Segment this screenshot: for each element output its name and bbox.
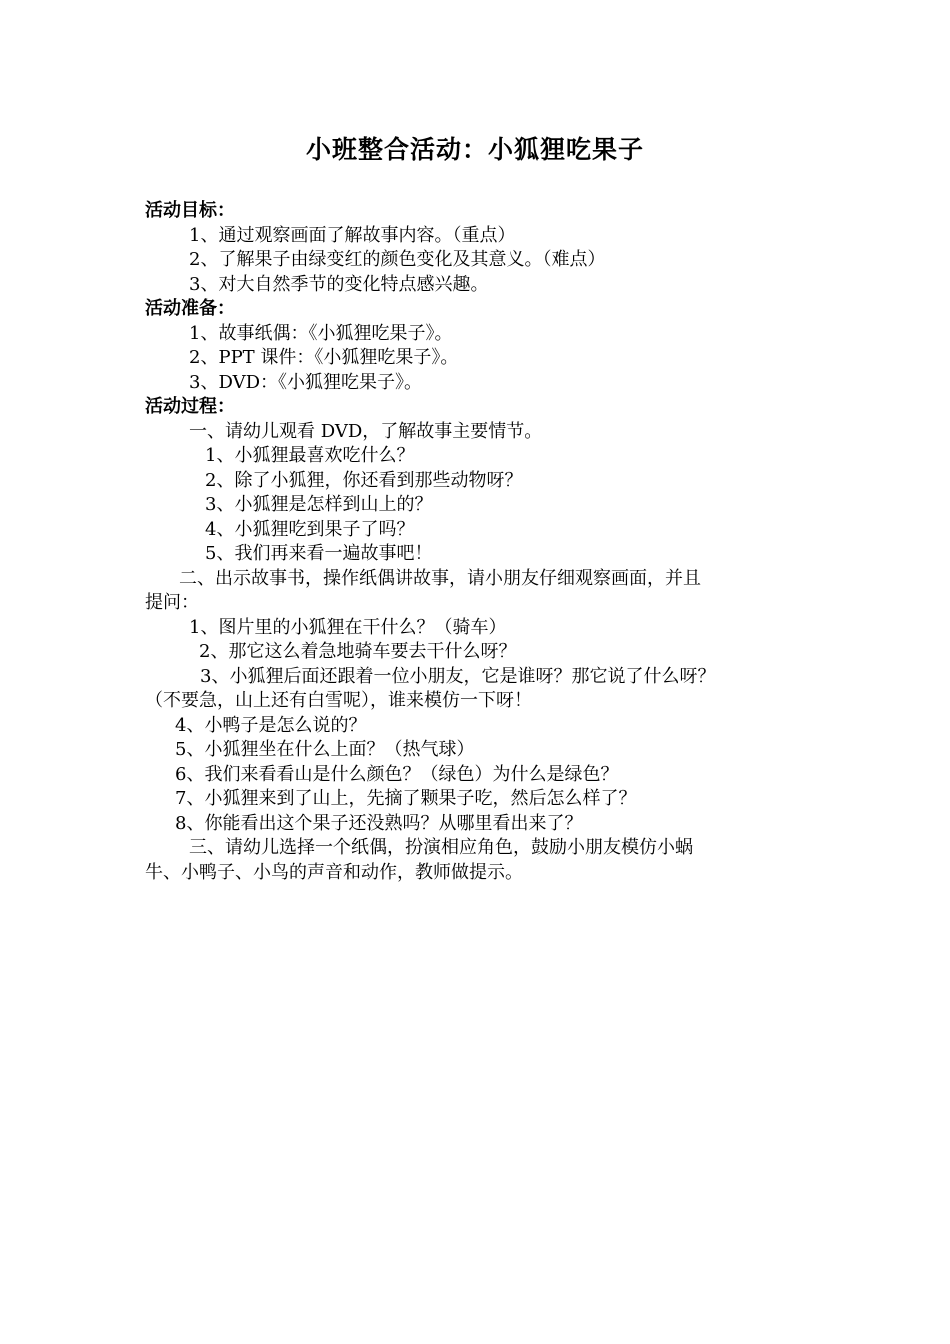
process-part2-item: 6、我们来看看山是什么颜色？（绿色）为什么是绿色？ bbox=[175, 763, 619, 785]
preparation-item: 1、故事纸偶：《小狐狸吃果子》。 bbox=[189, 322, 453, 344]
process-part2-item: 5、小狐狸坐在什么上面？（热气球） bbox=[175, 739, 475, 760]
goals-heading: 活动目标： bbox=[145, 200, 235, 221]
process-part2-intro-line2: 提问： bbox=[145, 592, 199, 613]
process-part2-item3-line2: （不要急，山上还有白雪呢），谁来模仿一下呀！ bbox=[145, 690, 532, 711]
process-part3-line2: 牛、小鸭子、小鸟的声音和动作，教师做提示。 bbox=[145, 861, 523, 883]
process-part2-item: 4、小鸭子是怎么说的？ bbox=[175, 714, 367, 736]
preparation-heading: 活动准备： bbox=[145, 298, 235, 319]
process-part1-item: 2、除了小狐狸，你还看到那些动物呀？ bbox=[205, 469, 523, 491]
preparation-item: 2、PPT 课件：《小狐狸吃果子》。 bbox=[189, 347, 459, 368]
goal-item: 3、对大自然季节的变化特点感兴趣。 bbox=[189, 273, 489, 295]
process-part3-line1: 三、请幼儿选择一个纸偶，扮演相应角色，鼓励小朋友模仿小蜗 bbox=[189, 837, 693, 858]
process-part2-item: 2、那它这么着急地骑车要去干什么呀？ bbox=[199, 641, 517, 662]
process-part2-item: 7、小狐狸来到了山上，先摘了颗果子吃，然后怎么样了？ bbox=[175, 788, 637, 809]
preparation-item: 3、DVD：《小狐狸吃果子》。 bbox=[189, 371, 422, 393]
process-part1-item: 3、小狐狸是怎样到山上的？ bbox=[205, 494, 433, 515]
process-part2-intro-line1: 二、出示故事书，操作纸偶讲故事，请小朋友仔细观察画面，并且 bbox=[179, 567, 701, 589]
process-part1-item: 1、小狐狸最喜欢吃什么？ bbox=[205, 445, 415, 466]
process-part1-intro: 一、请幼儿观看 DVD，了解故事主要情节。 bbox=[189, 420, 543, 442]
process-part2-item: 8、你能看出这个果子还没熟吗？从哪里看出来了？ bbox=[175, 812, 583, 834]
process-part1-item: 5、我们再来看一遍故事吧！ bbox=[205, 543, 433, 564]
goal-item: 2、了解果子由绿变红的颜色变化及其意义。（难点） bbox=[189, 249, 606, 270]
document-title: 小班整合活动：小狐狸吃果子 bbox=[305, 135, 644, 164]
process-heading: 活动过程： bbox=[145, 396, 235, 417]
process-part1-item: 4、小狐狸吃到果子了吗？ bbox=[205, 518, 415, 540]
document-body bbox=[145, 199, 825, 885]
goal-item: 1、通过观察画面了解故事内容。（重点） bbox=[189, 224, 516, 246]
process-part2-item: 1、图片里的小狐狸在干什么？（骑车） bbox=[189, 616, 507, 638]
process-part2-item3-line1: 3、小狐狸后面还跟着一位小朋友，它是谁呀？那它说了什么呀？ bbox=[200, 665, 716, 687]
